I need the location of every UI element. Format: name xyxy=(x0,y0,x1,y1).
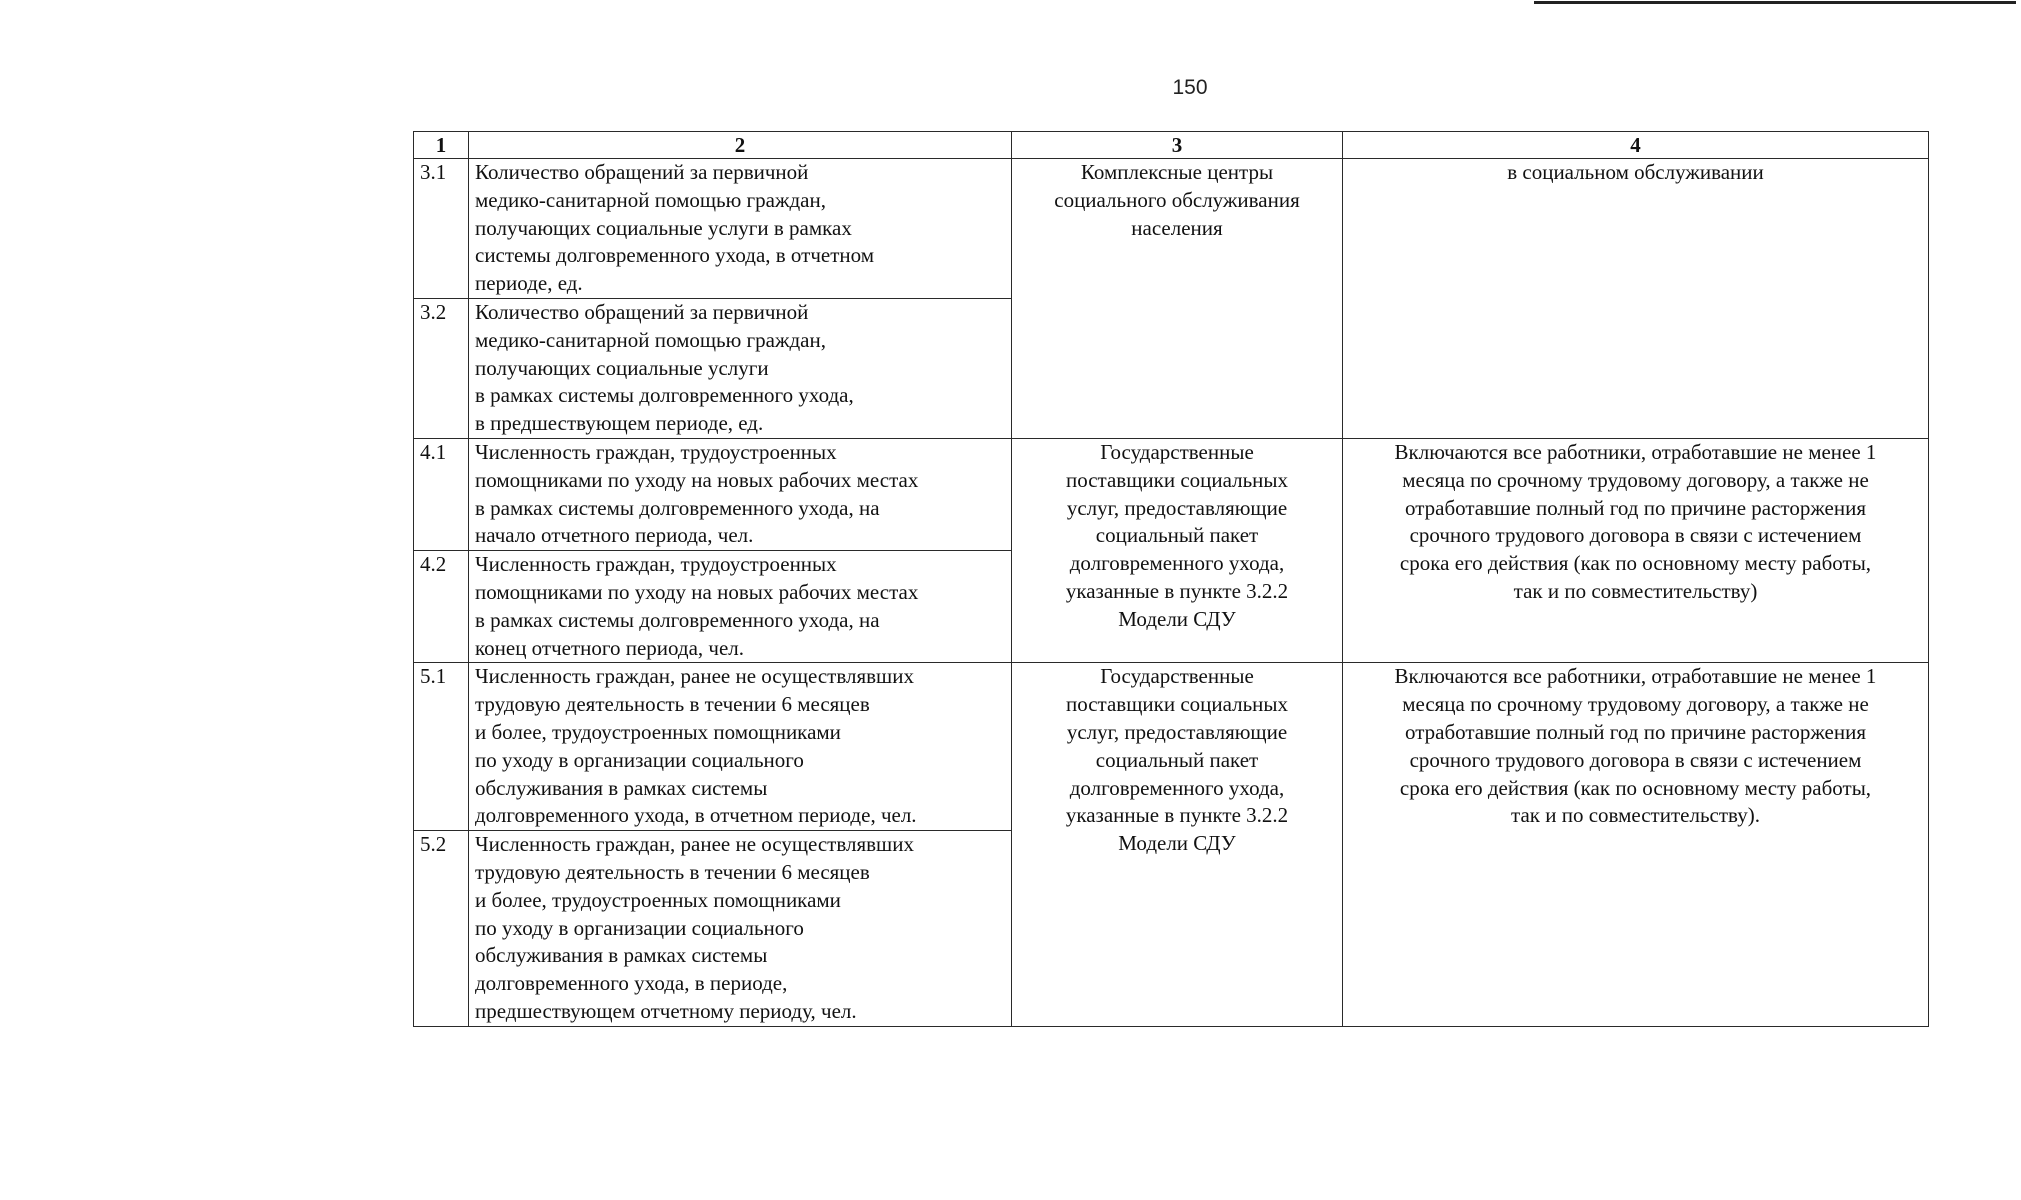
indicator-description: Численность граждан, трудоустроенных помощниками по уходу на новых рабочих местах в рамках системы долговременного ухода, на начало отчетного периода, чел. xyxy=(469,438,1012,550)
row-number: 3.2 xyxy=(414,298,469,438)
table-row xyxy=(414,159,1929,299)
provider-cell: Комплексные центры социального обслуживания населения xyxy=(1012,159,1343,439)
notes-cell: Включаются все работники, отработавшие не менее 1 месяца по срочному трудовому договору, а также не отработавшие полный год по причине расторжения срочного трудового договора в связи с истечением срока его действия (как по основному месту работы, так и по совместительству) xyxy=(1343,438,1929,662)
row-number: 5.2 xyxy=(414,831,469,1027)
header-col-1: 1 xyxy=(414,132,469,159)
notes-cell: Включаются все работники, отработавшие не менее 1 месяца по срочному трудовому договору, а также не отработавшие полный год по причине расторжения срочного трудового договора в связи с истечением срока его действия (как по основному месту работы, так и по совместительству). xyxy=(1343,663,1929,1026)
provider-cell: Государственные поставщики социальных услуг, предоставляющие социальный пакет долговременного ухода, указанные в пункте 3.2.2 Модели СДУ xyxy=(1012,663,1343,1026)
page-number: 150 xyxy=(1172,76,1208,99)
row-number: 5.1 xyxy=(414,663,469,831)
indicator-description: Численность граждан, трудоустроенных помощниками по уходу на новых рабочих местах в рамках системы долговременного ухода, на конец отчетного периода, чел. xyxy=(469,551,1012,663)
row-number: 4.2 xyxy=(414,551,469,663)
indicator-description: Численность граждан, ранее не осуществлявших трудовую деятельность в течении 6 месяцев и более, трудоустроенных помощниками по уходу в организации социального обслуживания в рамках системы долговременного ухода, в отчетном периоде, чел. xyxy=(469,663,1012,831)
top-rule xyxy=(1534,1,2016,4)
row-number: 4.1 xyxy=(414,438,469,550)
indicators-table xyxy=(413,131,1929,1027)
table-row xyxy=(414,438,1929,550)
header-col-2: 2 xyxy=(469,132,1012,159)
indicator-description: Количество обращений за первичной медико-санитарной помощью граждан, получающих социальные услуги в рамках системы долговременного ухода, в предшествующем периоде, ед. xyxy=(469,298,1012,438)
notes-cell: в социальном обслуживании xyxy=(1343,159,1929,439)
row-number: 3.1 xyxy=(414,159,469,299)
table-row xyxy=(414,663,1929,831)
provider-cell: Государственные поставщики социальных услуг, предоставляющие социальный пакет долговременного ухода, указанные в пункте 3.2.2 Модели СДУ xyxy=(1012,438,1343,662)
indicator-description: Количество обращений за первичной медико-санитарной помощью граждан, получающих социальные услуги в рамках системы долговременного ухода, в отчетном периоде, ед. xyxy=(469,159,1012,299)
header-col-4: 4 xyxy=(1343,132,1929,159)
table-header-row xyxy=(414,132,1929,159)
header-col-3: 3 xyxy=(1012,132,1343,159)
indicator-description: Численность граждан, ранее не осуществлявших трудовую деятельность в течении 6 месяцев и более, трудоустроенных помощниками по уходу в организации социального обслуживания в рамках системы долговременного ухода, в периоде, предшествующем отчетному периоду, чел. xyxy=(469,831,1012,1027)
